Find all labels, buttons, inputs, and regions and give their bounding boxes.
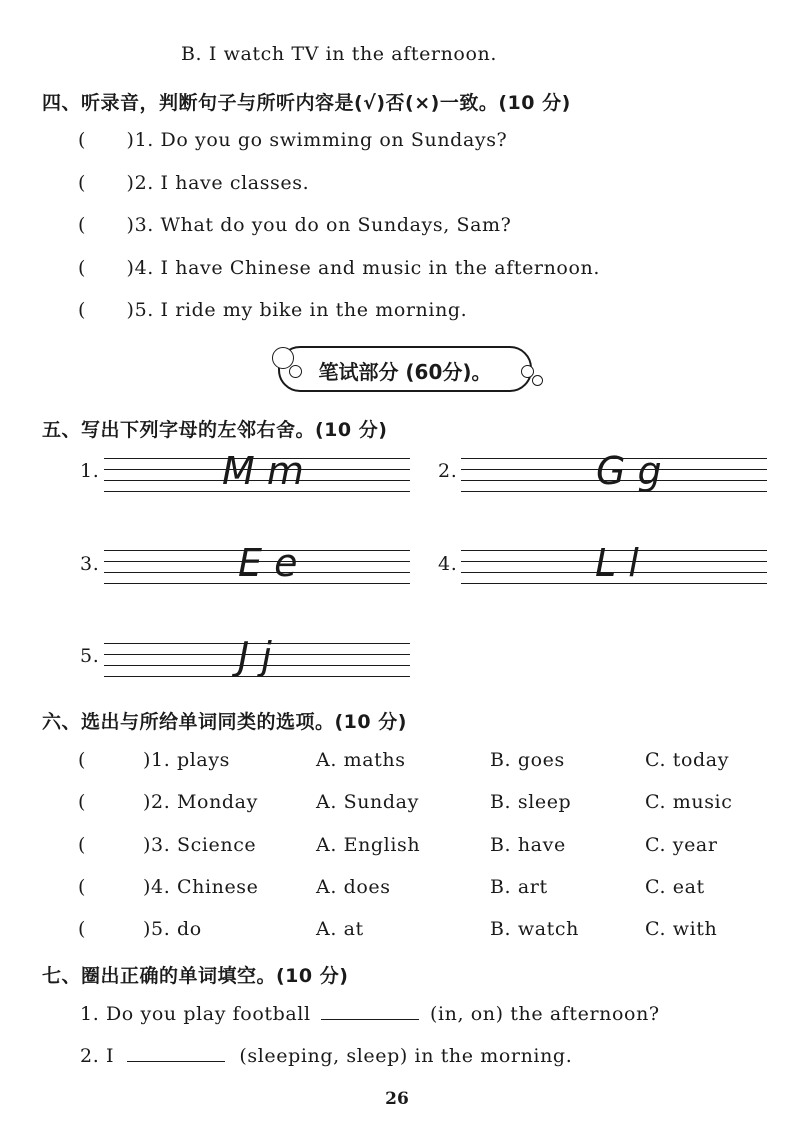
fill-question-2 xyxy=(80,1045,572,1067)
question-word: )1. plays xyxy=(143,749,231,771)
option-b[interactable]: B. art xyxy=(490,876,548,898)
answer-paren[interactable]: ( xyxy=(78,834,87,856)
item-number: 4. xyxy=(438,553,458,575)
listening-item-3: )3. What do you do on Sundays, Sam? xyxy=(100,214,512,236)
listening-item-5: )5. I ride my bike in the morning. xyxy=(100,299,468,321)
option-c[interactable]: C. year xyxy=(645,834,718,856)
written-section-banner xyxy=(278,346,532,392)
handwritten-letters: M m xyxy=(222,449,304,493)
option-b[interactable]: B. goes xyxy=(490,749,565,771)
answer-blank[interactable] xyxy=(321,1003,419,1020)
option-c[interactable]: C. music xyxy=(645,791,733,813)
question-word: )5. do xyxy=(143,918,202,940)
bubble-small-icon xyxy=(532,375,543,386)
handwritten-letters: J j xyxy=(238,634,272,678)
page-number: 26 xyxy=(385,1089,409,1109)
section-4-heading: 四、听录音，判断句子与所听内容是(√)否(×)一致。(10 分) xyxy=(42,92,571,114)
answer-paren[interactable]: ( xyxy=(78,257,87,279)
answer-paren[interactable]: ( xyxy=(78,129,87,151)
option-a[interactable]: A. English xyxy=(316,834,421,856)
answer-paren[interactable]: ( xyxy=(78,299,87,321)
bubble-small-icon xyxy=(289,365,302,378)
answer-paren[interactable]: ( xyxy=(78,214,87,236)
question-text: 2. I xyxy=(80,1045,115,1067)
option-c[interactable]: C. today xyxy=(645,749,730,771)
item-number: 3. xyxy=(80,553,100,575)
choice-text: (in, on) the afternoon? xyxy=(429,1003,660,1025)
option-b[interactable]: B. sleep xyxy=(490,791,572,813)
question-word: )4. Chinese xyxy=(143,876,259,898)
fill-question-1 xyxy=(80,1003,660,1025)
answer-paren[interactable]: ( xyxy=(78,876,87,898)
option-c[interactable]: C. eat xyxy=(645,876,705,898)
option-c[interactable]: C. with xyxy=(645,918,718,940)
answer-paren[interactable]: ( xyxy=(78,749,87,771)
listening-item-1: )1. Do you go swimming on Sundays? xyxy=(100,129,508,151)
section-7-heading: 七、圈出正确的单词填空。(10 分) xyxy=(42,965,349,987)
item-number: 5. xyxy=(80,645,100,667)
question-word: )2. Monday xyxy=(143,791,258,813)
question-word: )3. Science xyxy=(143,834,257,856)
bubble-small-icon xyxy=(521,365,534,378)
choice-text: (sleeping, sleep) in the morning. xyxy=(239,1045,573,1067)
option-a[interactable]: A. does xyxy=(316,876,391,898)
section-6-heading: 六、选出与所给单词同类的选项。(10 分) xyxy=(42,711,407,733)
handwritten-letters: E e xyxy=(238,541,298,585)
banner-title: 笔试部分 (60分)。 xyxy=(318,360,492,384)
answer-paren[interactable]: ( xyxy=(78,172,87,194)
option-b[interactable]: B. have xyxy=(490,834,566,856)
item-number: 2. xyxy=(438,460,458,482)
option-a[interactable]: A. at xyxy=(316,918,364,940)
option-a[interactable]: A. maths xyxy=(316,749,406,771)
question-text: 1. Do you play football xyxy=(80,1003,311,1025)
answer-paren[interactable]: ( xyxy=(78,791,87,813)
handwritten-letters: G g xyxy=(596,449,662,493)
item-number: 1. xyxy=(80,460,100,482)
handwritten-letters: L l xyxy=(595,541,639,585)
option-b-text: B. I watch TV in the afternoon. xyxy=(181,43,497,65)
option-a[interactable]: A. Sunday xyxy=(316,791,419,813)
listening-item-2: )2. I have classes. xyxy=(100,172,310,194)
listening-item-4: )4. I have Chinese and music in the afternoon. xyxy=(100,257,600,279)
section-5-heading: 五、写出下列字母的左邻右舍。(10 分) xyxy=(42,419,388,441)
answer-blank[interactable] xyxy=(127,1045,225,1062)
option-b[interactable]: B. watch xyxy=(490,918,579,940)
answer-paren[interactable]: ( xyxy=(78,918,87,940)
